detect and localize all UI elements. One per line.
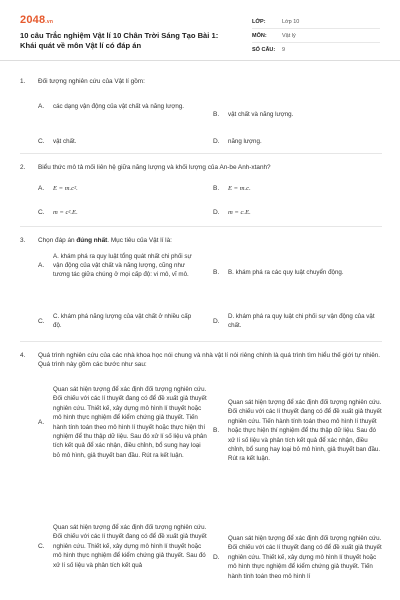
question-1-option-a[interactable]: A. các dạng vận động của vật chất và năng lượng. [38, 103, 185, 110]
question-2-option-b[interactable]: B. E = m.c. [213, 185, 251, 192]
question-2-option-a[interactable]: A. E = m.c². [38, 185, 78, 192]
question-1: 1. Đối tượng nghiên cứu của Vật lí gồm: [20, 78, 145, 85]
meta-row-count: SỐ CÂU: 9 [252, 46, 286, 53]
question-3-option-a[interactable]: A. A. khám phá ra quy luật tổng quát nhất chi phối sự vận động của vật chất và năng lượng, cũng như tương tác giữa chúng ở mọi cấp độ: vi mô, vĩ mô. [38, 253, 192, 278]
question-4-option-d[interactable]: D. Quan sát hiện tượng để xác định đối tượng nghiên cứu. Đối chiếu với các lí thuyết đang có để đề xuất giả thuyết nghiên cứu. Thiết kế, xây dựng mô hình lí thuyết hoặc mô hình thực nghiệm để kiểm chứng giả thuyết. Tiến hành tính toán theo mô hình lí [213, 535, 382, 580]
question-1-option-c[interactable]: C. vật chất. [38, 138, 77, 145]
meta-row-subject: MÔN: Vật lý [252, 29, 380, 43]
divider [20, 341, 382, 342]
meta-row-class: LỚP: Lớp 10 [252, 15, 380, 29]
question-4-option-b[interactable]: B. Quan sát hiện tượng để xác định đối tượng nghiên cứu. Đối chiếu với các lí thuyết đang có để đề xuất giả thuyết nghiên cứu. Tiến hành tính toán theo mô hình lí thuyết hoặc thực hiện thí nghiệm để thu thập dữ liệu. Sau đó xử lí số liệu và phân tích kết quả để xác nhận, điều chỉnh, bổ sung hay loại bỏ mô hình, giả thuyết ban đầu. Rút ra kết luận. [213, 399, 382, 463]
divider [20, 153, 382, 154]
question-2-option-c[interactable]: C. m = c².E. [38, 209, 78, 216]
question-4: 4. Quá trình nghiên cứu của các nhà khoa học nói chung và nhà vật lí nói riêng chính là quá trình tìm hiểu thế giới tự nhiên. Quá trình này gồm các bước như sau: [20, 352, 381, 368]
question-3-option-d[interactable]: D. D. khám phá ra quy luật chi phối sự vận động của vật chất. [213, 313, 375, 329]
site-logo[interactable]: 2048.vn [20, 14, 54, 26]
quiz-meta-table [252, 15, 380, 56]
question-2-option-d[interactable]: D. m = c.E. [213, 209, 251, 216]
question-3: 3. Chọn đáp án đúng nhất. Mục tiêu của Vật lí là: [20, 237, 172, 244]
question-1-option-d[interactable]: D. năng lượng. [213, 138, 262, 145]
question-3-option-b[interactable]: B. B. khám phá ra các quy luật chuyển động. [213, 269, 344, 276]
page-header [0, 0, 400, 61]
question-2: 2. Biểu thức mô tả mối liên hệ giữa năng lượng và khối lượng của An-be Anh-xtanh? [20, 164, 271, 171]
page-title: 10 câu Trắc nghiệm Vật lí 10 Chân Trời Sáng Tạo Bài 1: Khái quát về môn Vật lí có đáp án [20, 31, 219, 50]
divider [20, 226, 382, 227]
question-4-option-c[interactable]: C. Quan sát hiện tượng để xác định đối tượng nghiên cứu. Đối chiếu với các lí thuyết đang có để đề xuất giả thuyết nghiên cứu. Thiết kế, xây dựng mô hình lí thuyết hoặc mô hình thực nghiệm để kiểm chứng giả thuyết. Sau đó xử lí số liệu và phân tích kết quả [38, 524, 207, 569]
question-3-option-c[interactable]: C. C. khám phá năng lượng của vật chất ở nhiều cấp độ. [38, 313, 192, 329]
question-4-option-a[interactable]: A. Quan sát hiện tượng để xác định đối tượng nghiên cứu. Đối chiếu với các lí thuyết đang có để đề xuất giả thuyết nghiên cứu. Thiết kế, xây dựng mô hình lí thuyết hoặc mô hình thực nghiệm để kiểm chứng giả thuyết. Tiến hành tính toán theo mô hình lí thuyết hoặc thực hiện thí nghiệm để thu thập dữ liệu. Sau đó xử lí số liệu và phân tích kết quả để xác nhận, điều chỉnh, bổ sung hay loại bỏ mô hình, giả thuyết ban đầu. Rút ra kết luận. [38, 386, 207, 459]
question-1-option-b[interactable]: B. vật chất và năng lượng. [213, 111, 294, 118]
